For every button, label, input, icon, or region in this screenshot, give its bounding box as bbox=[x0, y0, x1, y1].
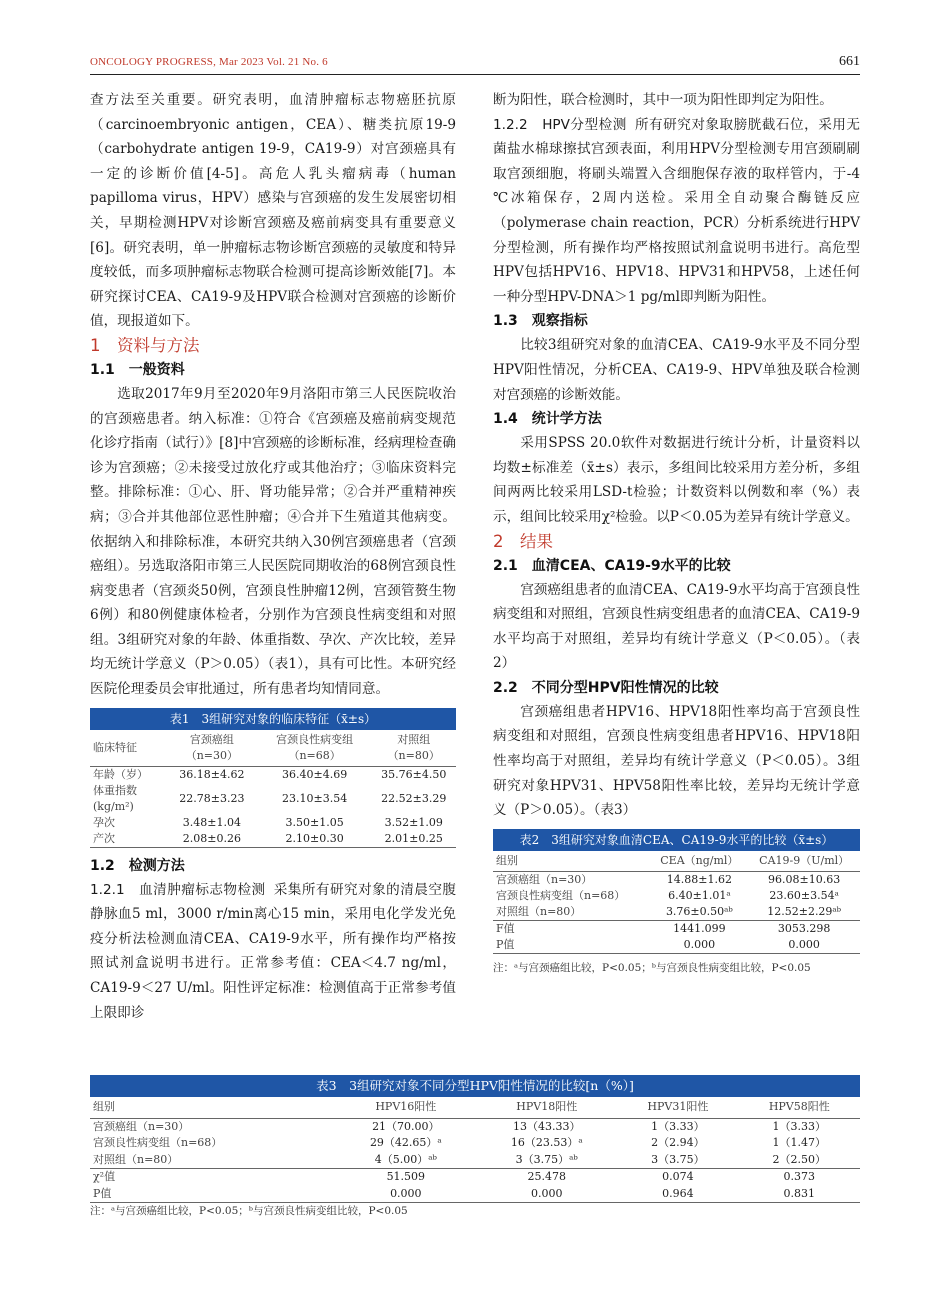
table-row bbox=[90, 783, 456, 815]
table-row bbox=[493, 937, 860, 954]
table-row bbox=[493, 888, 860, 904]
section-1-2-heading: 1.2 检测方法 bbox=[90, 857, 185, 874]
table-1-header: 临床特征 bbox=[90, 730, 166, 767]
table-cell: 22.52±3.29 bbox=[381, 791, 447, 805]
table-cell: 2.10±0.30 bbox=[258, 831, 372, 848]
table-cell: 25.478 bbox=[476, 1169, 617, 1186]
section-1-2-2-paragraph bbox=[493, 113, 860, 310]
section-1-1-paragraph: 选取2017年9月至2020年9月洛阳市第三人民医院收治的宫颈癌患者。纳入标准：①符合《宫颈癌及癌前病变规范化诊疗指南（试行）》[8]中宫颈癌的诊断标准，经病理检查确诊为宫颈癌；②未接受过放化疗或其他治疗；③临床资料完整。排除标准：①心、肝、肾功能异常；②合并严重精神疾病；③合并其他部位恶性肿瘤；④合并下生殖道其他病变。依据纳入和排除标准，本研究共纳入30例宫颈癌患者（宫颈癌组）。另选取洛阳市第三人民医院同期收治的68例宫颈良性病变患者（宫颈炎50例，宫颈良性肿瘤12例，宫颈管赘生物6例）和80例健康体检者，分别作为宫颈良性病变组和对照组。3组研究对象的年龄、体重指数、孕次、产次比较，差异均无统计学意义（P＞0.05）（表1），具有可比性。本研究经医院伦理委员会审批通过，所有患者均知情同意。 bbox=[90, 385, 456, 698]
table-cell: 51.509 bbox=[335, 1169, 476, 1186]
table-2-header: CA19-9（U/ml） bbox=[748, 851, 860, 872]
section-1-heading: 1 资料与方法 bbox=[90, 335, 200, 355]
table-1-caption: 表1 3组研究对象的临床特征（x̄±s） bbox=[90, 708, 456, 730]
table-3-header: HPV58阳性 bbox=[739, 1097, 860, 1118]
table-1-header: 宫颈癌组（n=30） bbox=[166, 730, 258, 767]
table-cell: 16（23.53）ᵃ bbox=[510, 1136, 583, 1149]
table-row bbox=[90, 815, 456, 831]
table-3 bbox=[90, 1075, 860, 1203]
section-1-4-paragraph: 采用SPSS 20.0软件对数据进行统计分析，计量资料以均数±标准差（x̄±s）表示，多组间比较采用方差分析，多组间两两比较采用LSD-t检验；计数资料以例数和率（%）表示，组间比较采用χ²检验。以P＜0.05为差异有统计学意义。 bbox=[493, 435, 860, 525]
table-cell: 0.964 bbox=[617, 1186, 738, 1203]
table-row bbox=[493, 871, 860, 888]
table-3-block bbox=[90, 1075, 860, 1219]
table-3-note: 注：ᵃ与宫颈癌组比较，P<0.05；ᵇ与宫颈良性病变组比较，P<0.05 bbox=[90, 1205, 408, 1217]
section-2-2-heading: 2.2 不同分型HPV阳性情况的比较 bbox=[493, 679, 719, 696]
table-1-header-row bbox=[90, 730, 456, 767]
table-cell: 1（3.33） bbox=[651, 1119, 705, 1133]
table-cell: 0.373 bbox=[739, 1169, 860, 1186]
table-cell: 4（5.00）ᵃᵇ bbox=[374, 1152, 437, 1166]
table-cell: 1（1.47） bbox=[772, 1136, 827, 1149]
table-2-header: 组别 bbox=[493, 851, 650, 872]
section-2-2-paragraph: 宫颈癌组患者HPV16、HPV18阳性率均高于宫颈良性病变组和对照组，宫颈良性病变组患者HPV16、HPV18阳性率均高于对照组，差异均有统计学意义（P＜0.05）。3组研究对象HPV31、HPV58阳性率比较，差异均无统计学意义（P＞0.05）。（表3） bbox=[493, 703, 860, 819]
table-3-caption: 表3 3组研究对象不同分型HPV阳性情况的比较[n（%）] bbox=[90, 1075, 860, 1097]
table-cell: 年龄（岁） bbox=[93, 767, 148, 781]
table-cell: 宫颈良性病变组（n=68） bbox=[496, 888, 626, 902]
table-3-header: HPV31阳性 bbox=[617, 1097, 738, 1118]
section-1-2-1-heading: 1.2.1 血清肿瘤标志物检测 bbox=[90, 881, 266, 898]
table-cell: 2.08±0.26 bbox=[166, 831, 258, 848]
section-1-3-paragraph: 比较3组研究对象的血清CEA、CA19-9水平及不同分型HPV阳性情况，分析CEA、CA19-9、HPV单独及联合检测对宫颈癌的诊断效能。 bbox=[493, 337, 860, 403]
continued-paragraph: 断为阳性，联合检测时，其中一项为阳性即判定为阳性。 bbox=[493, 92, 833, 108]
journal-name: ONCOLOGY PROGRESS, Mar 2023 Vol. 21 No. 6 bbox=[90, 56, 328, 68]
table-3-header-row bbox=[90, 1097, 860, 1118]
table-cell: 3（3.75） bbox=[651, 1152, 705, 1166]
section-1-2-2-text: 所有研究对象取膀胱截石位，采用无菌盐水棉球擦拭宫颈表面，利用HPV分型检测专用宫颈刷刷取宫颈细胞，将刷头端置入含细胞保存液的取样管内，于-4 ℃冰箱保存，2周内送检。采用全自动聚合酶链反应（polymerase chain reaction，PCR）分析系统进行HPV分型检测，所有操作均严格按照试剂盒说明书进行。高危型HPV包括HPV16、HPV18、HPV31和HPV58，上述任何一种分型HPV-DNA＞1 pg/ml即判断为阳性。 bbox=[493, 116, 860, 305]
table-cell: 0.000 bbox=[650, 937, 748, 954]
table-row bbox=[90, 1152, 860, 1169]
table-cell: 2.01±0.25 bbox=[371, 831, 456, 848]
table-2-header: CEA（ng/ml） bbox=[650, 851, 748, 872]
section-1-2-2-heading: 1.2.2 HPV分型检测 bbox=[493, 116, 627, 133]
table-cell: 3.76±0.50ᵃᵇ bbox=[665, 904, 733, 918]
table-cell: 宫颈癌组（n=30） bbox=[496, 872, 593, 886]
table-cell: 23.10±3.54 bbox=[282, 791, 348, 805]
table-cell: 36.40±4.69 bbox=[282, 767, 348, 781]
table-cell: P值 bbox=[493, 937, 650, 954]
table-cell: χ²值 bbox=[90, 1169, 335, 1186]
table-row bbox=[90, 1135, 860, 1152]
section-2-heading: 2 结果 bbox=[493, 531, 553, 551]
table-cell: 1（3.33） bbox=[772, 1119, 827, 1133]
table-cell: 1441.099 bbox=[650, 920, 748, 937]
table-cell: 2（2.94） bbox=[651, 1136, 705, 1149]
table-cell: 12.52±2.29ᵃᵇ bbox=[767, 904, 842, 918]
table-cell: 22.78±3.23 bbox=[179, 791, 245, 805]
table-cell: P值 bbox=[90, 1186, 335, 1203]
table-cell: 0.000 bbox=[335, 1186, 476, 1203]
section-1-1-heading: 1.1 一般资料 bbox=[90, 361, 185, 378]
table-cell: 宫颈良性病变组（n=68） bbox=[93, 1136, 223, 1149]
table-row bbox=[493, 920, 860, 937]
page-header bbox=[90, 52, 860, 75]
table-cell: 3.52±1.09 bbox=[384, 815, 443, 829]
table-cell: 0.074 bbox=[617, 1169, 738, 1186]
section-1-3-heading: 1.3 观察指标 bbox=[493, 313, 588, 330]
table-cell: 对照组（n=80） bbox=[496, 904, 582, 918]
table-1-header: 宫颈良性病变组（n=68） bbox=[258, 730, 372, 767]
table-row bbox=[90, 1186, 860, 1203]
section-2-1-paragraph: 宫颈癌组患者的血清CEA、CA19-9水平均高于宫颈良性病变组和对照组，宫颈良性病变组患者的血清CEA、CA19-9水平均高于对照组，差异均有统计学意义（P＜0.05）。（表2） bbox=[493, 581, 860, 672]
section-1-2-1-paragraph bbox=[90, 878, 456, 1026]
table-cell: 0.000 bbox=[476, 1186, 617, 1203]
page-number: 661 bbox=[839, 54, 860, 69]
table-cell: 36.18±4.62 bbox=[179, 767, 245, 781]
table-cell: 3（3.75）ᵃᵇ bbox=[515, 1152, 578, 1166]
table-cell: 0.831 bbox=[739, 1186, 860, 1203]
table-1 bbox=[90, 708, 456, 848]
table-cell: 3.50±1.05 bbox=[285, 815, 344, 829]
table-3-header: HPV18阳性 bbox=[476, 1097, 617, 1118]
right-column bbox=[493, 88, 860, 976]
table-cell: 宫颈癌组（n=30） bbox=[93, 1119, 190, 1133]
table-row bbox=[90, 831, 456, 848]
table-cell: 96.08±10.63 bbox=[768, 872, 841, 886]
table-cell: F值 bbox=[493, 920, 650, 937]
left-column bbox=[90, 88, 456, 1025]
section-1-2-1-text: 采集所有研究对象的清晨空腹静脉血5 ml，3000 r/min离心15 min，采用电化学发光免疫分析法检测血清CEA、CA19-9水平，所有操作均严格按照试剂盒说明书进行。正常参考值：CEA＜4.7 ng/ml，CA19-9＜27 U/ml。阳性评定标准：检测值高于正常参考值上限即诊 bbox=[90, 881, 456, 1021]
table-cell: 3.48±1.04 bbox=[182, 815, 241, 829]
table-cell: 35.76±4.50 bbox=[381, 767, 447, 781]
table-2-caption: 表2 3组研究对象血清CEA、CA19-9水平的比较（x̄±s） bbox=[493, 829, 860, 851]
section-2-1-heading: 2.1 血清CEA、CA19-9水平的比较 bbox=[493, 557, 731, 574]
table-cell: 产次 bbox=[90, 831, 166, 848]
table-cell: 孕次 bbox=[93, 815, 115, 829]
table-cell: 0.000 bbox=[748, 937, 860, 954]
table-cell: 3053.298 bbox=[748, 920, 860, 937]
table-cell: 29（42.65）ᵃ bbox=[369, 1136, 442, 1149]
table-row bbox=[493, 904, 860, 921]
table-row bbox=[90, 1118, 860, 1135]
table-row bbox=[90, 1169, 860, 1186]
table-cell: 13（43.33） bbox=[513, 1119, 581, 1133]
table-2 bbox=[493, 829, 860, 954]
table-2-header-row bbox=[493, 851, 860, 872]
table-cell: 体重指数(kg/m²) bbox=[93, 783, 137, 813]
table-3-header: 组别 bbox=[90, 1097, 335, 1118]
table-cell: 6.40±1.01ᵃ bbox=[668, 888, 731, 902]
table-cell: 14.88±1.62 bbox=[666, 872, 732, 886]
table-2-note: 注：ᵃ与宫颈癌组比较，P<0.05；ᵇ与宫颈良性病变组比较，P<0.05 bbox=[493, 961, 811, 974]
table-row bbox=[90, 766, 456, 783]
table-cell: 23.60±3.54ᵃ bbox=[769, 888, 839, 902]
table-cell: 2（2.50） bbox=[772, 1152, 827, 1166]
table-cell: 对照组（n=80） bbox=[93, 1152, 179, 1166]
table-3-header: HPV16阳性 bbox=[335, 1097, 476, 1118]
intro-paragraph: 查方法至关重要。研究表明，血清肿瘤标志物癌胚抗原（carcinoembryonic antigen，CEA）、糖类抗原19-9（carbohydrate antigen 19-9，CA19-9）对宫颈癌具有一定的诊断价值[4-5]。高危人乳头瘤病毒（human papilloma virus，HPV）感染与宫颈癌的发生发展密切相关，早期检测HPV对诊断宫颈癌及癌前病变具有重要意义[6]。研究表明，单一肿瘤标志物诊断宫颈癌的灵敏度和特异度较低，而多项肿瘤标志物联合检测可提高诊断效能[7]。本研究探讨CEA、CA19-9及HPV联合检测对宫颈癌的诊断价值，现报道如下。 bbox=[90, 92, 456, 330]
table-cell: 21（70.00） bbox=[372, 1119, 440, 1133]
table-1-header: 对照组（n=80） bbox=[371, 730, 456, 767]
section-1-4-heading: 1.4 统计学方法 bbox=[493, 411, 602, 428]
